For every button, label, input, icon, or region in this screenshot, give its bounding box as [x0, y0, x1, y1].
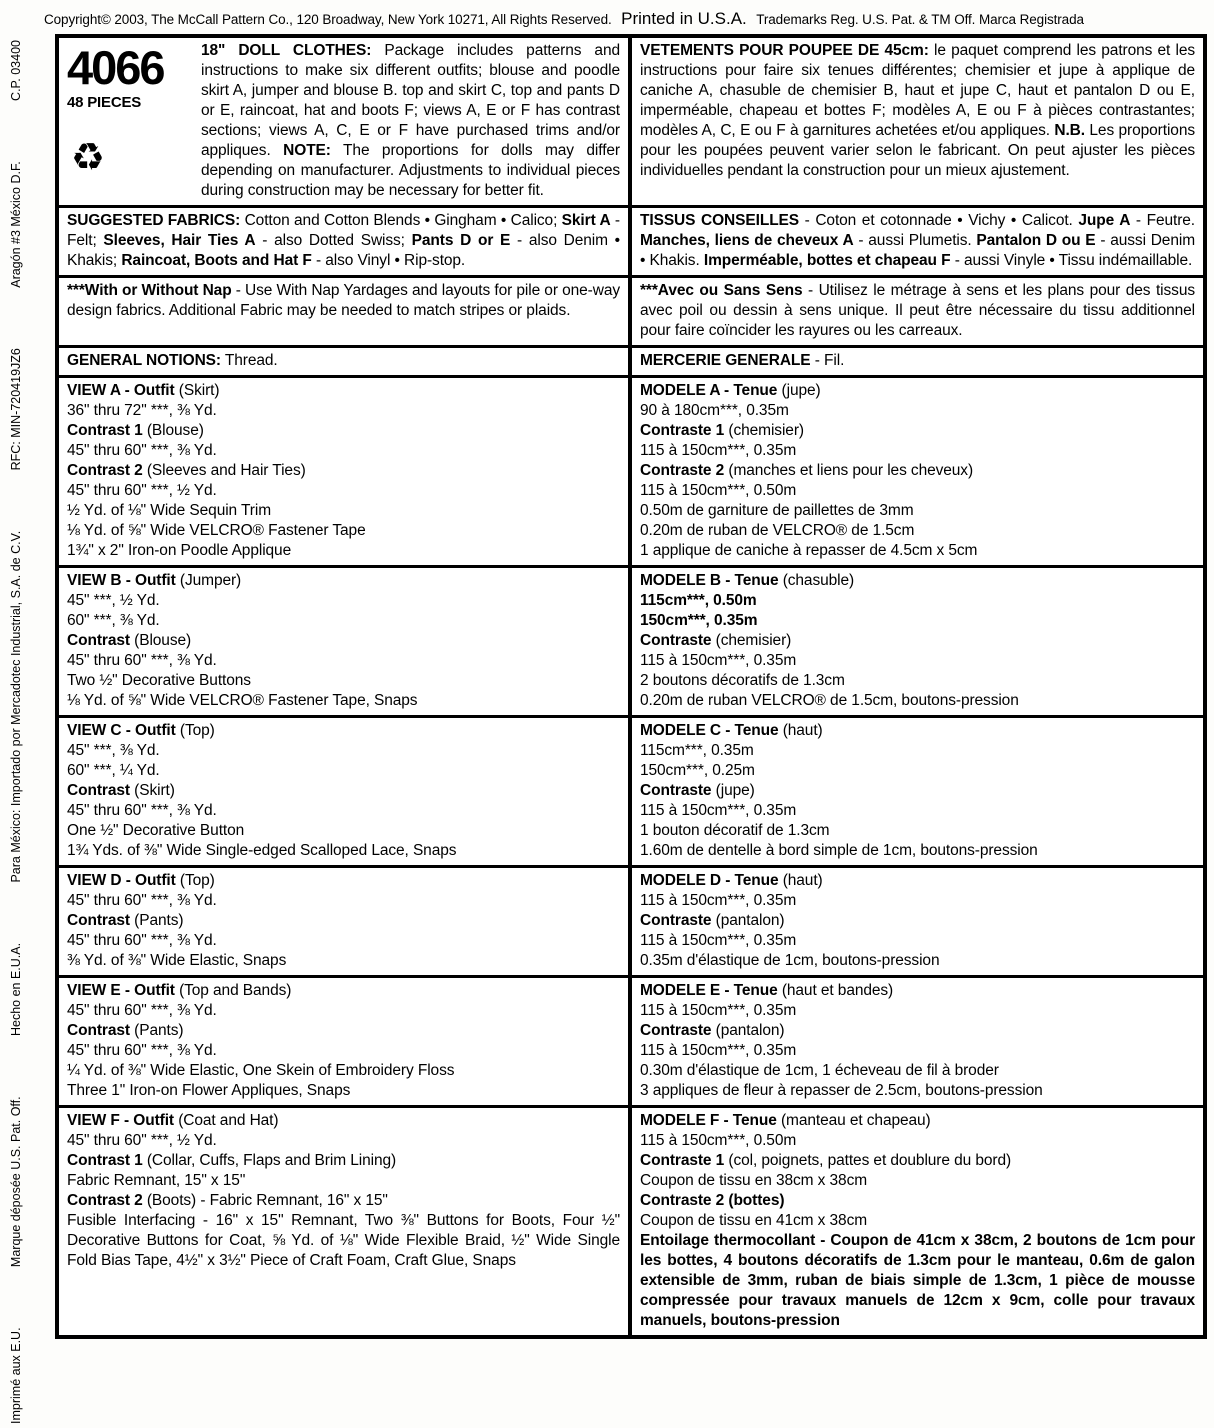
- text-segment: Fabric Remnant, 15" x 15": [67, 1172, 246, 1189]
- bold-text-segment: Contrast 2: [67, 1192, 143, 1209]
- text-segment: - aussi Denim • Khakis.: [640, 232, 1196, 269]
- text-segment: Coupon de tissu en 38cm x 38cm: [640, 1172, 868, 1189]
- text-line: [640, 281, 1195, 341]
- section-view-a-left: [59, 378, 632, 565]
- text-line: [640, 1151, 1195, 1171]
- text-line: [640, 1001, 1195, 1021]
- sidebar-text-item: C.P. 03400: [9, 40, 23, 101]
- bold-text-segment: Contraste: [640, 632, 712, 649]
- text-line: [67, 1191, 620, 1211]
- recycle-icon: ♻: [71, 137, 106, 179]
- text-line: [640, 1131, 1195, 1151]
- text-line: [640, 761, 1195, 781]
- section-view-f-right: [632, 1108, 1203, 1335]
- text-segment: 90 à 180cm***, 0.35m: [640, 402, 789, 419]
- bold-text-segment: Pants D or E: [411, 232, 511, 249]
- text-line: [640, 211, 1195, 271]
- text-segment: 0.50m de garniture de paillettes de 3mm: [640, 502, 914, 519]
- bold-text-segment: Contrast 1: [67, 422, 143, 439]
- section-view-c-left: [59, 718, 632, 865]
- text-line: [67, 841, 620, 861]
- text-segment: 45" thru 60" ***, ⅜ Yd.: [67, 932, 217, 949]
- section-view-d: [59, 868, 1203, 978]
- text-segment: Thread.: [220, 352, 278, 369]
- top-bar: [44, 9, 1212, 29]
- text-segment: 45" ***, ⅜ Yd.: [67, 742, 160, 759]
- section-general-notions-right: [632, 348, 1203, 375]
- section-header-left: [59, 38, 632, 205]
- section-view-c-right: [632, 718, 1203, 865]
- text-segment: (Top): [175, 722, 215, 739]
- section-view-a: [59, 378, 1203, 568]
- bold-text-segment: MODELE A - Tenue: [640, 382, 778, 399]
- text-line: [67, 691, 620, 711]
- text-segment: 36" thru 72" ***, ⅜ Yd.: [67, 402, 217, 419]
- text-line: [640, 981, 1195, 1001]
- text-segment: 45" ***, ½ Yd.: [67, 592, 160, 609]
- bold-text-segment: MODELE C - Tenue: [640, 722, 779, 739]
- pattern-id-block: [67, 41, 193, 201]
- bold-text-segment: Contrast: [67, 632, 130, 649]
- section-suggested-fabrics-right: [632, 208, 1203, 275]
- text-line: [67, 931, 620, 951]
- section-view-d-right: [632, 868, 1203, 975]
- text-segment: 115 à 150cm***, 0.35m: [640, 1002, 797, 1019]
- section-header-right: [632, 38, 1203, 205]
- section-nap-note-right: [632, 278, 1203, 345]
- piece-count: 48 PIECES: [67, 94, 142, 111]
- text-line: [640, 1041, 1195, 1061]
- text-segment: - also Dotted Swiss;: [255, 232, 412, 249]
- bold-text-segment: TISSUS CONSEILLES: [640, 212, 800, 229]
- text-segment: (haut): [778, 722, 823, 739]
- text-segment: (Collar, Cuffs, Flaps and Brim Lining): [142, 1152, 397, 1169]
- bold-text-segment: ***With or Without Nap: [67, 282, 232, 299]
- text-segment: le paquet comprend les patrons et les instructions pour faire six tenues différentes; chemisier et jupe à applique de caniche A, chasuble de chemisier B, haut et jupe C, haut et pantalon D ou E, imperméable, chapeau et bottes F; modèles A, E ou F à pièces contrastantes; modèles A, C, E ou F à garnitures achetées et/ou appliques.: [640, 42, 1195, 139]
- text-segment: 60" ***, ⅜ Yd.: [67, 612, 160, 629]
- section-view-b: [59, 568, 1203, 718]
- text-segment: 45" thru 60" ***, ½ Yd.: [67, 482, 217, 499]
- text-line: [67, 481, 620, 501]
- bold-text-segment: Contrast 1: [67, 1152, 143, 1169]
- text-segment: 45" thru 60" ***, ⅜ Yd.: [67, 442, 217, 459]
- text-segment: (Blouse): [129, 632, 192, 649]
- text-segment: (pantalon): [711, 912, 785, 929]
- bold-text-segment: Contraste: [640, 1022, 712, 1039]
- text-segment: 45" thru 60" ***, ⅜ Yd.: [67, 802, 217, 819]
- text-segment: - Feutre.: [1130, 212, 1195, 229]
- sections-container: [59, 208, 1203, 1335]
- text-line: [640, 501, 1195, 521]
- bold-text-segment: MODELE B - Tenue: [640, 572, 779, 589]
- text-line: [67, 1081, 620, 1101]
- text-line: [67, 981, 620, 1001]
- section-view-d-left: [59, 868, 632, 975]
- text-line: [640, 591, 1195, 611]
- text-line: [640, 691, 1195, 711]
- section-view-e-left: [59, 978, 632, 1105]
- text-segment: (Top): [175, 872, 215, 889]
- bold-text-segment: VIEW A - Outfit: [67, 382, 175, 399]
- text-segment: 115 à 150cm***, 0.35m: [640, 442, 797, 459]
- text-segment: - also Denim • Khakis;: [67, 232, 620, 269]
- text-line: [640, 351, 1195, 371]
- text-line: [67, 541, 620, 561]
- text-line: [640, 421, 1195, 441]
- text-segment: ⅜ Yd. of ⅜" Wide Elastic, Snaps: [67, 952, 287, 969]
- bold-text-segment: VIEW F - Outfit: [67, 1112, 174, 1129]
- text-line: [640, 951, 1195, 971]
- bold-text-segment: 115cm***, 0.50m: [640, 592, 757, 609]
- sidebar-text-item: Hecho en E.U.A.: [9, 942, 23, 1037]
- text-segment: (haut): [778, 872, 823, 889]
- text-line: [640, 931, 1195, 951]
- text-segment: 45" thru 60" ***, ⅜ Yd.: [67, 652, 217, 669]
- bold-text-segment: NOTE:: [283, 142, 331, 159]
- text-line: [67, 281, 620, 321]
- text-line: [640, 1081, 1195, 1101]
- text-line: [67, 1171, 620, 1191]
- text-segment: (pantalon): [711, 1022, 785, 1039]
- text-line: [640, 481, 1195, 501]
- text-segment: - also Vinyl • Rip-stop.: [311, 252, 466, 269]
- text-line: [67, 951, 620, 971]
- text-segment: 45" thru 60" ***, ½ Yd.: [67, 1132, 217, 1149]
- text-line: [67, 441, 620, 461]
- text-segment: 60" ***, ¼ Yd.: [67, 762, 160, 779]
- text-line: [640, 651, 1195, 671]
- bold-text-segment: - Coupon de 41cm x 38cm, 2 boutons de 1cm pour les bottes, 4 boutons décoratifs de 1.3cm pour le manteau, 0.6m de galon extensible de 3mm, ruban de biais simple de 1.3cm, 1 pièce de mousse compressée pour travaux manuels de 12cm x 9cm, colle pour travaux manuels, boutons-pression: [640, 1232, 1195, 1329]
- section-nap-note: [59, 278, 1203, 348]
- text-segment: (jupe): [777, 382, 821, 399]
- text-line: [67, 801, 620, 821]
- bold-text-segment: Contraste 1: [640, 1152, 725, 1169]
- trademark-text: Trademarks Reg. U.S. Pat. & TM Off. Marca Registrada: [756, 12, 1084, 27]
- text-line: [640, 841, 1195, 861]
- text-line: [67, 651, 620, 671]
- text-segment: ½ Yd. of ⅛" Wide Sequin Trim: [67, 502, 272, 519]
- text-segment: 115cm***, 0.35m: [640, 742, 754, 759]
- text-line: [640, 741, 1195, 761]
- main-table: [55, 34, 1207, 1339]
- bold-text-segment: Skirt A: [561, 212, 611, 229]
- text-line: [640, 821, 1195, 841]
- section-view-b-left: [59, 568, 632, 715]
- text-segment: 45" thru 60" ***, ⅜ Yd.: [67, 1042, 217, 1059]
- text-segment: (manteau et chapeau): [776, 1112, 931, 1129]
- text-line: [67, 761, 620, 781]
- bold-text-segment: GENERAL NOTIONS:: [67, 352, 221, 369]
- text-line: [67, 1021, 620, 1041]
- text-segment: - Utilisez le métrage à sens et les plans pour des tissus avec poil ou dessin à sens unique. Il peut être nécessaire du tissu additionnel pour faire coïncider les rayures ou les carreaux.: [640, 282, 1195, 339]
- text-segment: (jupe): [711, 782, 755, 799]
- section-view-e-right: [632, 978, 1203, 1105]
- text-segment: 0.35m d'élastique de 1cm, boutons-pression: [640, 952, 940, 969]
- text-line: [67, 1001, 620, 1021]
- text-line: [67, 891, 620, 911]
- text-line: [67, 1131, 620, 1151]
- text-line: [640, 611, 1195, 631]
- text-segment: 115 à 150cm***, 0.35m: [640, 1042, 797, 1059]
- text-segment: ¼ Yd. of ⅜" Wide Elastic, One Skein of Embroidery Floss: [67, 1062, 455, 1079]
- text-segment: ⅛ Yd. of ⅝" Wide VELCRO® Fastener Tape, Snaps: [67, 692, 418, 709]
- section-view-f-left: [59, 1108, 632, 1335]
- text-line: [67, 1041, 620, 1061]
- text-segment: 115 à 150cm***, 0.35m: [640, 802, 797, 819]
- bold-text-segment: N.B.: [1054, 122, 1085, 139]
- text-line: [67, 571, 620, 591]
- text-segment: 115 à 150cm***, 0.35m: [640, 932, 797, 949]
- text-segment: 0.30m d'élastique de 1cm, 1 écheveau de fil à broder: [640, 1062, 999, 1079]
- bold-text-segment: SUGGESTED FABRICS:: [67, 212, 241, 229]
- text-segment: - Use With Nap Yardages and layouts for pile or one-way design fabrics. Additional Fabric may be needed to match stripes or plaids.: [67, 282, 620, 319]
- text-segment: (Boots) - Fabric Remnant, 16" x 15": [142, 1192, 388, 1209]
- text-line: [67, 671, 620, 691]
- text-segment: (Skirt): [129, 782, 175, 799]
- bold-text-segment: 150cm***, 0.35m: [640, 612, 758, 629]
- doll-clothes-description-fr: [640, 41, 1195, 181]
- text-line: [67, 1211, 620, 1271]
- text-line: [67, 591, 620, 611]
- text-line: [640, 1111, 1195, 1131]
- section-suggested-fabrics-left: [59, 208, 632, 275]
- bold-text-segment: Manches, liens de cheveux A: [640, 232, 854, 249]
- bold-text-segment: Pantalon D ou E: [976, 232, 1096, 249]
- section-general-notions-left: [59, 348, 632, 375]
- sidebar-text-item: Marque déposée U.S. Pat. Off.: [9, 1096, 23, 1268]
- text-line: [67, 401, 620, 421]
- text-line: [640, 441, 1195, 461]
- text-line: [640, 521, 1195, 541]
- text-segment: (Blouse): [142, 422, 204, 439]
- text-segment: Cotton and Cotton Blends • Gingham • Calico;: [240, 212, 562, 229]
- text-segment: - Coton et cotonnade • Vichy • Calicot.: [799, 212, 1079, 229]
- text-line: [67, 871, 620, 891]
- doll-clothes-description-en: [201, 41, 620, 201]
- text-segment: (Pants): [129, 912, 184, 929]
- text-line: [67, 1061, 620, 1081]
- pattern-number: 4066: [67, 41, 164, 94]
- section-view-e: [59, 978, 1203, 1108]
- text-line: [640, 891, 1195, 911]
- text-line: [67, 721, 620, 741]
- text-segment: 1¾" x 2" Iron-on Poodle Applique: [67, 542, 292, 559]
- bold-text-segment: Contrast: [67, 912, 130, 929]
- text-line: [67, 611, 620, 631]
- text-line: [640, 1191, 1195, 1211]
- bold-text-segment: Contrast: [67, 1022, 130, 1039]
- text-segment: 0.20m de ruban VELCRO® de 1.5cm, boutons-pression: [640, 692, 1019, 709]
- text-line: [640, 381, 1195, 401]
- text-segment: 1 bouton décoratif de 1.3cm: [640, 822, 830, 839]
- text-segment: 150cm***, 0.25m: [640, 762, 755, 779]
- bold-text-segment: MODELE F - Tenue: [640, 1112, 777, 1129]
- text-segment: (chasuble): [778, 572, 855, 589]
- text-segment: 115 à 150cm***, 0.50m: [640, 482, 797, 499]
- text-line: [640, 1061, 1195, 1081]
- text-line: [67, 381, 620, 401]
- bold-text-segment: Contraste: [640, 782, 712, 799]
- text-segment: 45" thru 60" ***, ⅜ Yd.: [67, 892, 217, 909]
- text-segment: Two ½" Decorative Buttons: [67, 672, 251, 689]
- text-segment: - Fil.: [810, 352, 845, 369]
- bold-text-segment: Contraste 2: [640, 462, 725, 479]
- text-line: [640, 871, 1195, 891]
- text-segment: (Coat and Hat): [173, 1112, 279, 1129]
- bold-text-segment: Entoilage thermocollant: [640, 1232, 816, 1249]
- text-line: [67, 1111, 620, 1131]
- section-nap-note-left: [59, 278, 632, 345]
- text-segment: - aussi Plumetis.: [853, 232, 977, 249]
- text-segment: Fusible Interfacing - 16" x 15" Remnant, Two ⅜" Buttons for Boots, Four ½" Decorative Buttons for Coat, ⅝ Yd. of ⅛" Wide Flexible Braid, ½" Wide Single Fold Bias Tape, 4½" x 3½" Piece of Craft Foam, Craft Glue, Snaps: [67, 1212, 620, 1269]
- text-line: [67, 461, 620, 481]
- sidebar-text-item: RFC: MIN-720419JZ6: [9, 348, 23, 471]
- text-segment: (Top and Bands): [174, 982, 292, 999]
- text-segment: - Felt;: [67, 212, 620, 249]
- text-line: [640, 671, 1195, 691]
- text-line: [640, 911, 1195, 931]
- text-line: [67, 211, 620, 271]
- text-line: [640, 541, 1195, 561]
- text-line: [640, 801, 1195, 821]
- text-line: [67, 421, 620, 441]
- printed-in-usa-text: Printed in U.S.A.: [621, 9, 747, 28]
- text-line: [67, 521, 620, 541]
- text-segment: One ½" Decorative Button: [67, 822, 245, 839]
- text-line: [640, 721, 1195, 741]
- text-segment: 115 à 150cm***, 0.50m: [640, 1132, 797, 1149]
- text-line: [640, 1211, 1195, 1231]
- section-view-b-right: [632, 568, 1203, 715]
- text-segment: Three 1" Iron-on Flower Appliques, Snaps: [67, 1082, 351, 1099]
- bold-text-segment: ***Avec ou Sans Sens: [640, 282, 803, 299]
- sidebar-vertical-text: [9, 40, 23, 1424]
- bold-text-segment: 18" DOLL CLOTHES:: [201, 42, 372, 59]
- text-segment: Coupon de tissu en 41cm x 38cm: [640, 1212, 868, 1229]
- text-line: [640, 781, 1195, 801]
- bold-text-segment: MODELE E - Tenue: [640, 982, 778, 999]
- bold-text-segment: Sleeves, Hair Ties A: [103, 232, 256, 249]
- text-segment: 3 appliques de fleur à repasser de 2.5cm, boutons-pression: [640, 1082, 1043, 1099]
- text-line: [640, 1021, 1195, 1041]
- text-segment: 1 applique de caniche à repasser de 4.5cm x 5cm: [640, 542, 978, 559]
- section-suggested-fabrics: [59, 208, 1203, 278]
- text-line: [67, 351, 620, 371]
- text-segment: Package includes patterns and instructions to make six different outfits; blouse and poodle skirt A, jumper and blouse B. top and skirt C, top and pants D or E, raincoat, hat and boots F; views A, E or F has contrast sections; views A, C, E or F have purchased trims and/or appliques.: [201, 42, 620, 159]
- text-segment: (col, poignets, pattes et doublure du bord): [724, 1152, 1012, 1169]
- text-line: [67, 781, 620, 801]
- text-line: [67, 501, 620, 521]
- text-segment: 1¾ Yds. of ⅜" Wide Single-edged Scalloped Lace, Snaps: [67, 842, 457, 859]
- text-line: [640, 401, 1195, 421]
- text-segment: The proportions for dolls may differ depending on manufacturer. Adjustments to individual pieces during construction may be necessary for better fit.: [201, 142, 620, 199]
- bold-text-segment: Contrast 2: [67, 462, 143, 479]
- bold-text-segment: Contraste: [640, 912, 712, 929]
- text-line: [67, 741, 620, 761]
- section-general-notions: [59, 348, 1203, 378]
- text-segment: (chemisier): [724, 422, 804, 439]
- text-line: [640, 571, 1195, 591]
- bold-text-segment: VIEW C - Outfit: [67, 722, 176, 739]
- sidebar-text-item: Para México: Importado por Mercadotec Industrial, S.A. de C.V.: [9, 530, 23, 883]
- text-line: [640, 631, 1195, 651]
- text-segment: (Skirt): [174, 382, 220, 399]
- bold-text-segment: Imperméable, bottes et chapeau F: [703, 252, 951, 269]
- section-header: [59, 38, 1203, 208]
- bold-text-segment: VIEW B - Outfit: [67, 572, 176, 589]
- text-segment: 2 boutons décoratifs de 1.3cm: [640, 672, 845, 689]
- bold-text-segment: Raincoat, Boots and Hat F: [121, 252, 312, 269]
- text-line: [67, 631, 620, 651]
- text-segment: - aussi Vinyle • Tissu indémaillable.: [950, 252, 1193, 269]
- text-segment: Les proportions pour les poupées peuvent varier selon le fabricant. On peut ajuster les pièces individuelles pendant la construction pour un mieux ajustement.: [640, 122, 1195, 179]
- bold-text-segment: VIEW E - Outfit: [67, 982, 175, 999]
- sidebar-text-item: Aragón #3 México D.F.: [9, 161, 23, 288]
- text-line: [640, 1231, 1195, 1331]
- bold-text-segment: Jupe A: [1078, 212, 1131, 229]
- text-segment: (manches et liens pour les cheveux): [724, 462, 974, 479]
- bold-text-segment: MERCERIE GENERALE: [640, 352, 811, 369]
- text-segment: (Jumper): [175, 572, 242, 589]
- text-segment: 45" thru 60" ***, ⅜ Yd.: [67, 1002, 217, 1019]
- text-line: [640, 1171, 1195, 1191]
- copyright-text: Copyright© 2003, The McCall Pattern Co., 120 Broadway, New York 10271, All Rights Reserved.: [44, 12, 612, 27]
- sidebar-text-item: Imprimé aux E.U.: [9, 1327, 23, 1424]
- text-segment: 0.20m de ruban de VELCRO® de 1.5cm: [640, 522, 915, 539]
- text-segment: 115 à 150cm***, 0.35m: [640, 652, 797, 669]
- text-line: [67, 821, 620, 841]
- bold-text-segment: Contrast: [67, 782, 130, 799]
- text-segment: (Pants): [129, 1022, 184, 1039]
- bold-text-segment: MODELE D - Tenue: [640, 872, 779, 889]
- text-segment: ⅛ Yd. of ⅝" Wide VELCRO® Fastener Tape: [67, 522, 366, 539]
- section-view-f: [59, 1108, 1203, 1335]
- section-view-a-right: [632, 378, 1203, 565]
- text-segment: (haut et bandes): [777, 982, 894, 999]
- bold-text-segment: Contraste 2 (bottes): [640, 1192, 785, 1209]
- text-line: [67, 1151, 620, 1171]
- section-view-c: [59, 718, 1203, 868]
- bold-text-segment: VIEW D - Outfit: [67, 872, 176, 889]
- text-segment: 1.60m de dentelle à bord simple de 1cm, boutons-pression: [640, 842, 1038, 859]
- text-line: [640, 461, 1195, 481]
- bold-text-segment: VETEMENTS POUR POUPEE DE 45cm:: [640, 42, 929, 59]
- text-segment: (chemisier): [711, 632, 792, 649]
- text-segment: (Sleeves and Hair Ties): [142, 462, 306, 479]
- bold-text-segment: Contraste 1: [640, 422, 725, 439]
- text-segment: 115 à 150cm***, 0.35m: [640, 892, 797, 909]
- text-line: [67, 911, 620, 931]
